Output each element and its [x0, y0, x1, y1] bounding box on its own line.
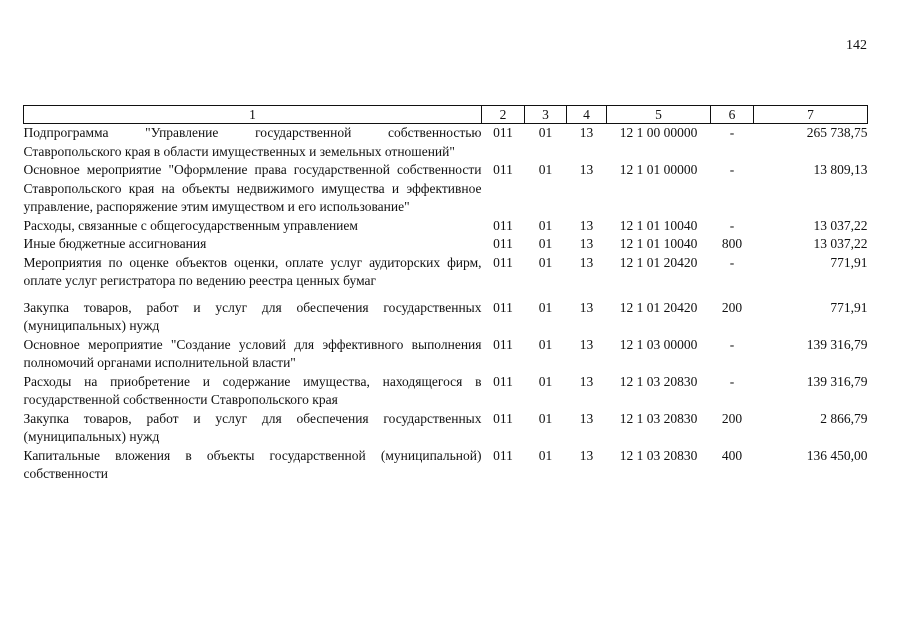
row-target: 12 1 03 20830: [619, 447, 698, 463]
row-type: -: [729, 162, 735, 177]
row-ministry: 011: [493, 217, 513, 233]
row-subsection: 13: [579, 236, 594, 251]
row-name: Закупка товаров, работ и услуг для обеспечения государственных (муниципальных) нужд: [23, 299, 482, 333]
row-type: -: [729, 217, 735, 233]
row-name: Закупка товаров, работ и услуг для обеспечения государственных (муниципальных) нужд: [23, 410, 482, 444]
row-name: Основное мероприятие "Оформление права государственной собственности Ставропольского края на объекты недвижимого имущества и эффективное управление, распоряжение этим имуществом и его использование": [23, 162, 482, 214]
row-amount: 771,91: [830, 299, 868, 315]
row-section: 01: [538, 410, 553, 426]
header-col-3: 3: [525, 106, 567, 124]
page-number: 142: [846, 38, 867, 53]
header-col-6: 6: [711, 106, 754, 124]
row-subsection: 13: [579, 217, 594, 233]
row-subsection: 13: [579, 336, 594, 352]
row-name: Иные бюджетные ассигнования: [23, 236, 207, 251]
row-type: -: [729, 254, 735, 270]
table-row: [24, 235, 868, 254]
header-col-4: 4: [567, 106, 607, 124]
row-type: -: [729, 336, 735, 352]
row-section: 01: [538, 299, 553, 315]
row-subsection: 13: [579, 254, 594, 270]
row-target: 12 1 01 20420: [619, 254, 698, 270]
row-type: 400: [721, 447, 743, 463]
row-ministry: 011: [493, 336, 513, 352]
row-subsection: 13: [579, 125, 594, 140]
header-col-5: 5: [607, 106, 711, 124]
row-amount: 265 738,75: [806, 125, 868, 140]
row-amount: 771,91: [830, 254, 868, 270]
table-row: [24, 336, 868, 373]
row-ministry: 011: [493, 162, 513, 177]
row-amount: 139 316,79: [806, 336, 868, 352]
row-name: Подпрограмма "Управление государственной собственностью Ставропольского края в области имущественных и земельных отношений": [23, 125, 482, 159]
row-section: 01: [538, 217, 553, 233]
row-type: 200: [721, 299, 743, 315]
row-amount: 139 316,79: [806, 373, 868, 389]
row-type: 800: [721, 236, 743, 251]
row-section: 01: [538, 373, 553, 389]
row-section: 01: [538, 254, 553, 270]
row-target: 12 1 01 20420: [619, 299, 698, 315]
table-row: [24, 161, 868, 217]
row-section: 01: [538, 447, 553, 463]
row-target: 12 1 03 00000: [619, 336, 698, 352]
row-section: 01: [538, 236, 553, 251]
table-row: [24, 254, 868, 299]
row-target: 12 1 00 00000: [619, 125, 698, 140]
header-col-7: 7: [754, 106, 868, 124]
budget-table: [23, 105, 868, 484]
row-target: 12 1 01 00000: [619, 162, 698, 177]
row-target: 12 1 01 10040: [619, 217, 698, 233]
row-type: -: [729, 125, 735, 140]
table-row: [24, 373, 868, 410]
row-ministry: 011: [493, 254, 513, 270]
row-section: 01: [538, 336, 553, 352]
row-target: 12 1 03 20830: [619, 373, 698, 389]
row-ministry: 011: [493, 410, 513, 426]
row-subsection: 13: [579, 162, 594, 177]
row-ministry: 011: [493, 373, 513, 389]
row-amount: 13 037,22: [813, 217, 868, 233]
row-ministry: 011: [493, 447, 513, 463]
row-section: 01: [538, 162, 553, 177]
row-name: Расходы на приобретение и содержание имущества, находящегося в государственной собственности Ставропольского края: [23, 373, 482, 407]
row-amount: 13 809,13: [813, 162, 868, 177]
row-subsection: 13: [579, 299, 594, 315]
row-name: Расходы, связанные с общегосударственным управлением: [23, 217, 358, 233]
row-type: 200: [721, 410, 743, 426]
row-amount: 2 866,79: [820, 410, 868, 426]
header-col-2: 2: [482, 106, 525, 124]
row-name: Капитальные вложения в объекты государственной (муниципальной) собственности: [23, 447, 482, 481]
table-row: [24, 124, 868, 162]
row-subsection: 13: [579, 373, 594, 389]
table-row: [24, 299, 868, 336]
row-amount: 136 450,00: [806, 447, 868, 463]
row-target: 12 1 01 10040: [619, 236, 698, 251]
row-ministry: 011: [493, 299, 513, 315]
row-name: Мероприятия по оценке объектов оценки, оплате услуг аудиторских фирм, оплате услуг регистратора по ведению реестра ценных бумаг: [23, 254, 482, 288]
table-row: [24, 410, 868, 447]
header-col-1: 1: [24, 106, 482, 124]
row-subsection: 13: [579, 410, 594, 426]
row-ministry: 011: [493, 236, 513, 251]
row-target: 12 1 03 20830: [619, 410, 698, 426]
row-amount: 13 037,22: [813, 236, 868, 251]
header-row: [24, 106, 868, 124]
row-type: -: [729, 373, 735, 389]
row-name: Основное мероприятие "Создание условий для эффективного выполнения полномочий органами исполнительной власти": [23, 336, 482, 370]
row-subsection: 13: [579, 447, 594, 463]
table-row: [24, 217, 868, 236]
row-section: 01: [538, 125, 553, 140]
row-ministry: 011: [493, 125, 513, 140]
table-row: [24, 447, 868, 484]
